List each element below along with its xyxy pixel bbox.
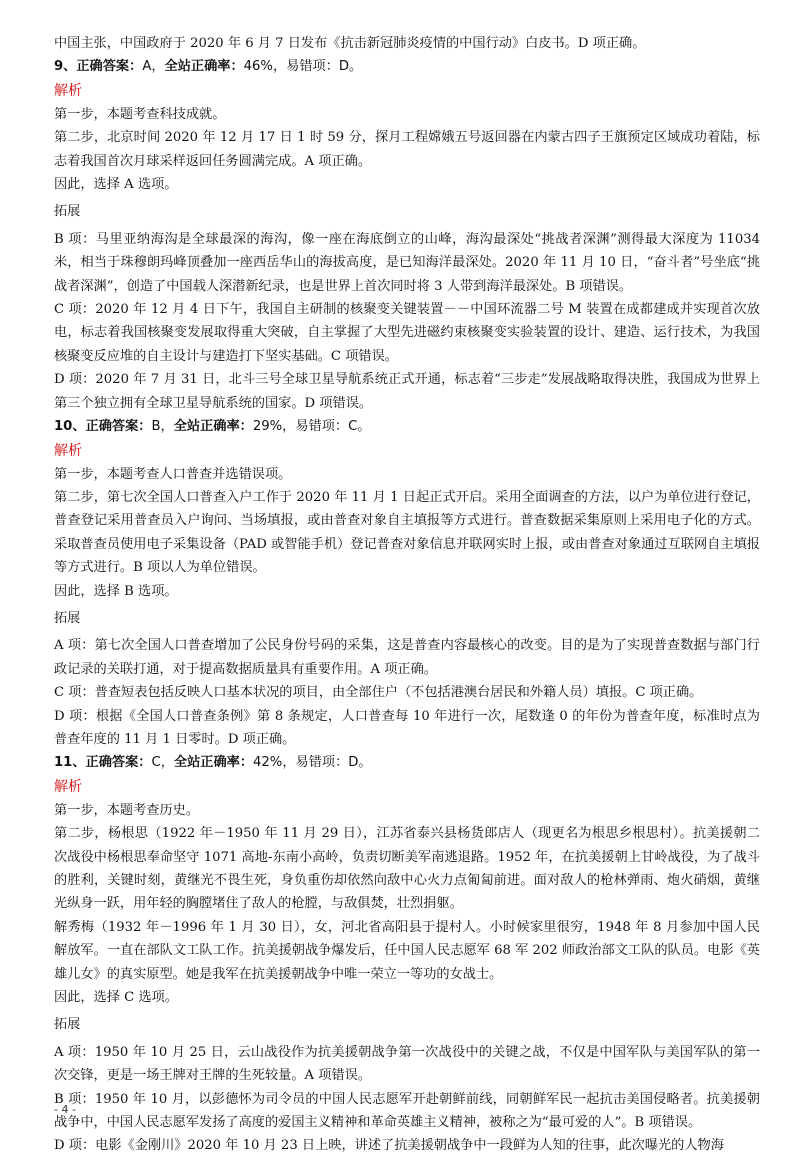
- q9-number: 9、: [54, 59, 77, 75]
- q11-analysis-heading: 解析: [54, 778, 82, 795]
- q9-answer-label: 正确答案：: [76, 59, 143, 75]
- q10-ext-c: C 项：普查短表包括反映人口基本状况的项目，由全部住户（不包括港澳台居民和外籍人员）填报。C 项正确。: [54, 685, 703, 701]
- q10-conclusion: 因此，选择 B 选项。: [54, 583, 178, 599]
- q9-extension-heading: 拓展: [54, 204, 81, 220]
- q10-rate-label: 全站正确率：: [173, 419, 253, 435]
- q10-extension-heading: 拓展: [54, 610, 81, 626]
- q11-rate-label: 全站正确率：: [173, 755, 254, 771]
- q11-extension-heading: 拓展: [54, 1017, 81, 1033]
- page-number: - 4 -: [54, 1103, 76, 1116]
- q11-step2-cont: 解秀梅（1932 年－1996 年 1 月 30 日），女，河北省高阳县于提村人。小时候家里很穷，1948 年 8 月参加中国人民解放军。一直在部队文工队工作。抗美援朝战争爆发后，任中国人民志愿军 68 军 202 师政治部文工队的队员。电影《英雄儿女》的真实原型。她是我军在抗美援朝战争中唯一荣立一等功的女战士。: [54, 919, 760, 982]
- q9-analysis-heading: 解析: [54, 82, 82, 99]
- q9-rate-value: 46%，易错项：D。: [243, 59, 363, 75]
- q9-rate-label: 全站正确率：: [164, 59, 244, 75]
- q9-answer-value: A，: [142, 59, 165, 75]
- q10-ext-a: A 项：第七次全国人口普查增加了公民身份号码的采集，这是普查内容最核心的改变。目的是为了实现普查数据与部门行政记录的关联打通，对于提高数据质量具有重要作用。A 项正确。: [54, 638, 760, 677]
- q9-ext-d: D 项：2020 年 7 月 31 日，北斗三号全球卫星导航系统正式开通，标志着“三步走”发展战略取得决胜，我国成为世界上第三个独立拥有全球卫星导航系统的国家。D 项错误。: [54, 372, 760, 411]
- q11-number: 11、: [54, 755, 86, 771]
- q9-ext-b: B 项：马里亚纳海沟是全球最深的海沟，像一座在海底倒立的山峰，海沟最深处“挑战者深渊”测得最大深度为 11034 米，相当于珠穆朗玛峰顶叠加一座西岳华山的海拔高度，是已知海洋最深处。2020 年 11 月 10 日，“奋斗者”号坐底“挑战者深渊”，创造了中国载人深潜新纪录，也是世界上首次同时将 3 人带到海洋最深处。B 项错误。: [54, 231, 760, 294]
- q9-conclusion: 因此，选择 A 选项。: [54, 177, 178, 193]
- q10-answer-label: 正确答案：: [85, 419, 152, 435]
- q10-answer-line: [54, 415, 760, 438]
- q9-ext-c: C 项：2020 年 12 月 4 日下午，我国自主研制的核聚变关键装置－－中国环流器二号 M 装置在成都建成并实现首次放电，标志着我国核聚变发展取得重大突破，自主掌握了大型先进磁约束核聚变实验装置的设计、建造、运行技术，为我国核聚变反应堆的自主设计与建造打下坚实基础。C 项错误。: [54, 302, 760, 364]
- q10-step2: 第二步，第七次全国人口普查入户工作于 2020 年 11 月 1 日起正式开启。采用全面调查的方法，以户为单位进行登记，普查登记采用普查员入户询问、当场填报，或由普查对象自主填报等方式进行。普查数据采集原则上采用电子化的方式。采取普查员使用电子采集设备（PAD 或智能手机）登记普查对象信息并联网实时上报，或由普查对象通过互联网自主填报等方式进行。B 项以人为单位错误。: [54, 489, 760, 576]
- q10-ext-d: D 项：根据《全国人口普查条例》第 8 条规定，人口普查每 10 年进行一次，尾数逢 0 的年份为普查年度，标准时点为普查年度的 11 月 1 日零时。D 项正确。: [54, 708, 760, 747]
- q9-answer-line: [54, 55, 760, 78]
- q11-ext-d: D 项：电影《金刚川》2020 年 10 月 23 日上映，讲述了抗美援朝战争中一段鲜为人知的往事，此次曝光的人物海: [54, 1138, 724, 1154]
- q11-step1: 第一步，本题考查历史。: [54, 802, 200, 818]
- q11-step2: 第二步，杨根思（1922 年－1950 年 11 月 29 日），江苏省泰兴县杨货郎店人（现更名为根思乡根思村）。抗美援朝二次战役中杨根思奉命坚守 1071 高地-东南小高岭，负责切断美军南逃退路。1952 年，在抗美援朝上甘岭战役，为了战斗的胜利，关键时刻，黄继光不畏生死，身负重伤却依然向敌中心火力点匍匐前进。面对敌人的枪林弹雨、炮火硝烟，黄继光纵身一跃，用年轻的胸膛堵住了敌人的枪膛，与敌俱焚，壮烈捐躯。: [54, 826, 760, 912]
- q10-number: 10、: [54, 419, 86, 435]
- q10-rate-value: 29%，易错项：C。: [252, 419, 371, 435]
- document-page: [54, 32, 760, 1158]
- q11-answer-label: 正确答案：: [85, 755, 152, 771]
- q9-step1: 第一步，本题考查科技成就。: [54, 106, 226, 122]
- q11-ext-b: B 项：1950 年 10 月，以彭德怀为司令员的中国人民志愿军开赴朝鲜前线，同朝鲜军民一起抗击美国侵略者。抗美援朝战争中，中国人民志愿军发扬了高度的爱国主义精神和革命英雄主义精神，被称之为“最可爱的人”。B 项错误。: [54, 1091, 760, 1131]
- q11-ext-a: A 项：1950 年 10 月 25 日，云山战役作为抗美援朝战争第一次战役中的关键之战，不仅是中国军队与美国军队的第一次交锋，更是一场王牌对王牌的生死较量。A 项错误。: [54, 1044, 760, 1084]
- q11-answer-value: C，: [151, 755, 174, 771]
- q9-step2: 第二步，北京时间 2020 年 12 月 17 日 1 时 59 分，探月工程嫦娥五号返回器在内蒙古四子王旗预定区域成功着陆，标志着我国首次月球采样返回任务圆满完成。A 项正确。: [54, 130, 760, 169]
- intro-paragraph: 中国主张，中国政府于 2020 年 6 月 7 日发布《抗击新冠肺炎疫情的中国行动》白皮书。D 项正确。: [54, 36, 646, 51]
- q10-step1: 第一步，本题考查人口普查并选错误项。: [54, 466, 292, 482]
- q11-answer-line: [54, 751, 760, 774]
- q11-conclusion: 因此，选择 C 选项。: [54, 990, 178, 1006]
- q10-answer-value: B，: [151, 419, 174, 435]
- q11-rate-value: 42%，易错项：D。: [253, 755, 372, 771]
- q10-analysis-heading: 解析: [54, 442, 82, 459]
